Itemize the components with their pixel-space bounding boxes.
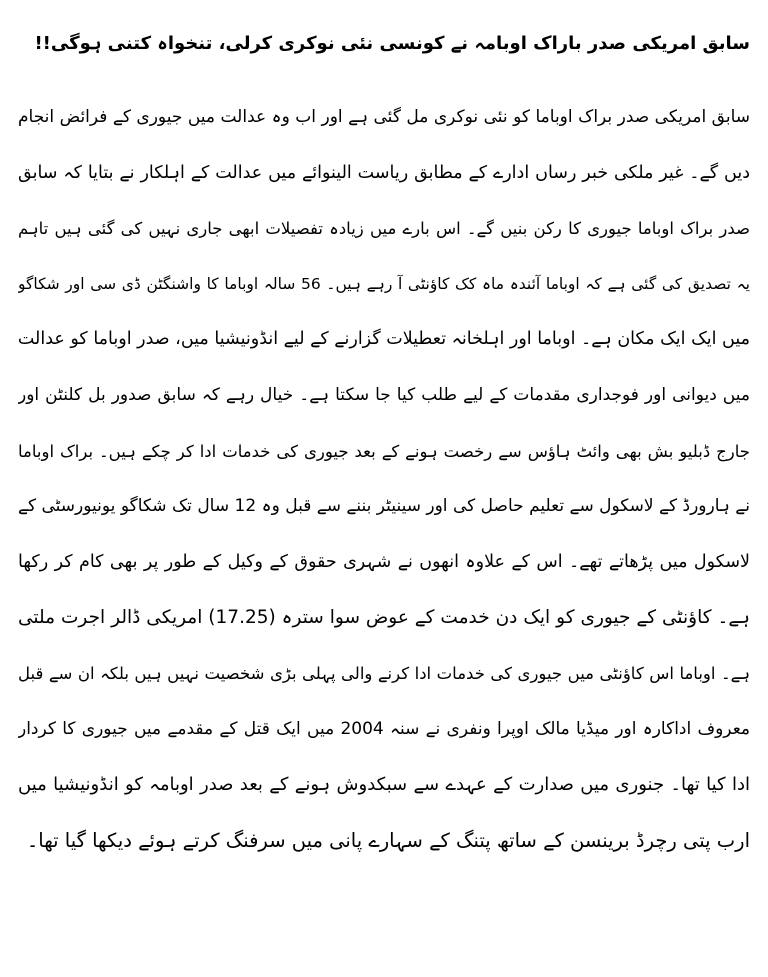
article-line: دیں گے۔ غیر ملکی خبر رساں ادارے کے مطابق ریاست الینوائے میں عدالت کے اہلکار نے بتایا کہ سابق: [18, 162, 750, 183]
article-line: صدر براک اوباما جیوری کا رکن بنیں گے۔ اس بارے میں زیادہ تفصیلات ابھی جاری نہیں کی گئی ہیں تاہم: [18, 219, 750, 239]
article-line: جارج ڈبلیو بش بھی وائٹ ہاؤس سے رخصت ہونے کے بعد جیوری کی خدمات ادا کر چکے ہیں۔ براک اوباما: [18, 441, 750, 461]
article-line: میں ایک ایک مکان ہے۔ اوباما اور اہلخانہ تعطیلات گزارنے کے لیے انڈونیشیا میں، صدر اوباما کو عدالت: [18, 329, 750, 350]
article-line: میں دیوانی اور فوجداری مقدمات کے لیے طلب کیا جا سکتا ہے۔ خیال رہے کہ سابق صدور بل کلنٹن اور: [18, 384, 750, 405]
article-line: ارب پتی رچرڈ برینسن کے ساتھ پتنگ کے سہارے پانی میں سرفنگ کرتے ہوئے دیکھا گیا تھا۔: [26, 828, 750, 852]
article-line: ہے۔ اوباما اس کاؤنٹی میں جیوری کی خدمات ادا کرنے والی پہلی بڑی شخصیت نہیں ہیں بلکہ ان سے قبل: [18, 663, 750, 683]
article-line: نے ہارورڈ کے لاسکول سے تعلیم حاصل کی اور سینیٹر بننے سے قبل وہ 12 سال تک شکاگو یونیورسٹی کے: [18, 496, 750, 517]
article-line: یہ تصدیق کی گئی ہے کہ اوباما آئندہ ماہ کک کاؤنٹی آ رہے ہیں۔ 56 سالہ اوباما کا واشنگٹن ڈی سی اور شکاگو: [18, 274, 750, 293]
article-body: [18, 90, 750, 868]
article-line: معروف اداکارہ اور میڈیا مالک اوپرا ونفری نے سنہ 2004 میں ایک قتل کے مقدمے میں جیوری کا کردار: [18, 718, 750, 739]
article-line: لاسکول میں پڑھاتے تھے۔ اس کے علاوہ انھوں نے شہری حقوق کے وکیل کے طور پر بھی کام کر رکھا: [18, 551, 750, 572]
article-headline: سابق امریکی صدر باراک اوبامہ نے کونسی نئی نوکری کرلی، تنخواہ کتنی ہوگی!!: [34, 33, 750, 54]
article-line: ادا کیا تھا۔ جنوری میں صدارت کے عہدے سے سبکدوش ہونے کے بعد صدر اوبامہ کو انڈونیشیا میں: [18, 774, 750, 796]
article-line: ہے۔ کاؤنٹی کے جیوری کو ایک دن خدمت کے عوض سوا سترہ (17.25) امریکی ڈالر اجرت ملتی: [18, 607, 750, 629]
article-line: سابق امریکی صدر براک اوباما کو نئی نوکری مل گئی ہے اور اب وہ عدالت میں جیوری کے فرائض انجام: [18, 107, 750, 127]
